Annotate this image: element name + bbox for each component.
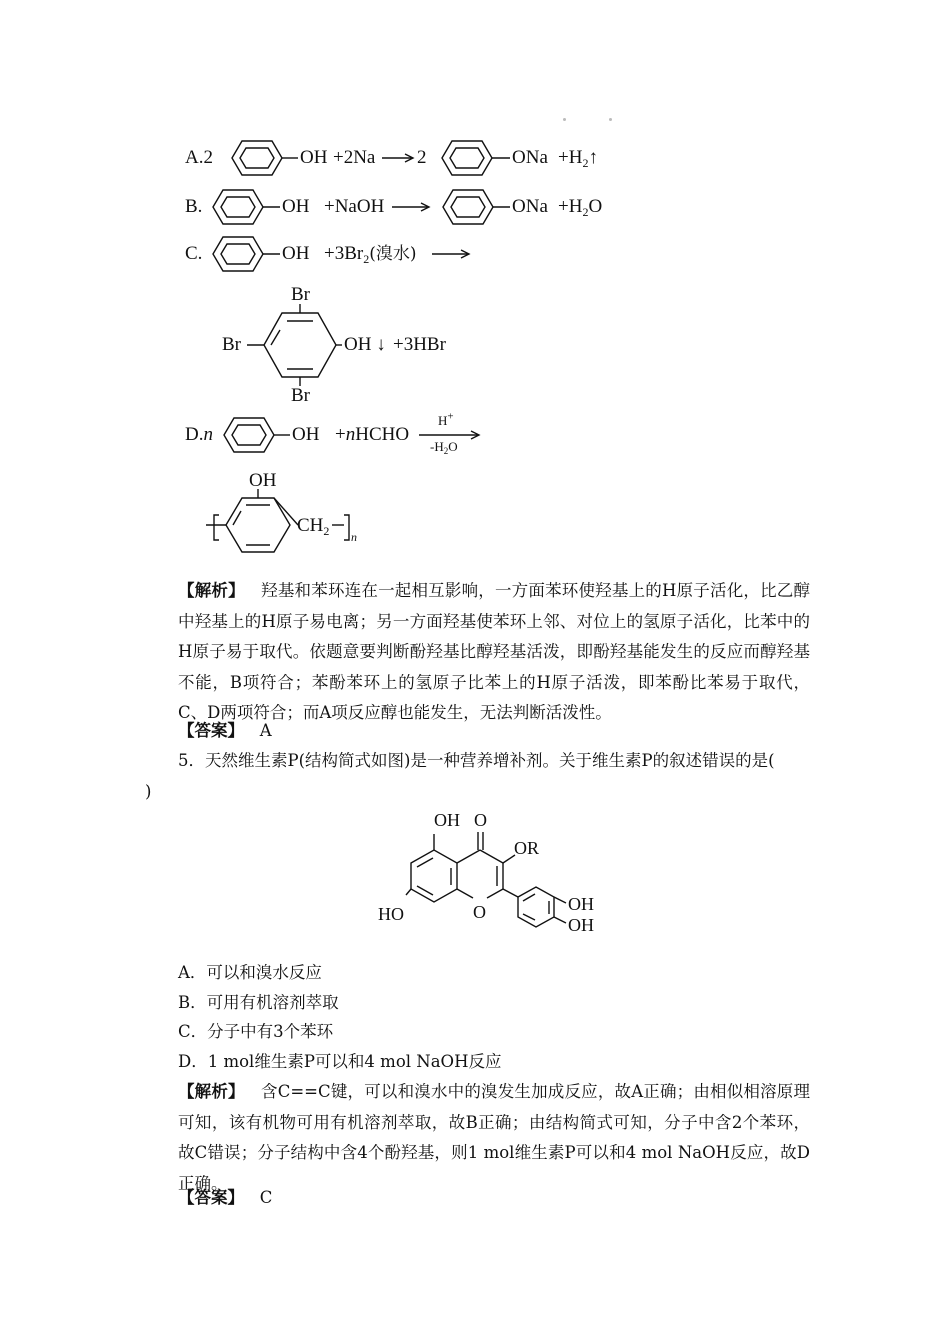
reaction-d-reagent: +nHCHO — [335, 424, 410, 445]
vp-oh-right1: OH — [568, 894, 594, 914]
reaction-a-coef2: 2 — [417, 147, 427, 168]
reaction-a-reagent: +2Na — [333, 147, 376, 168]
reaction-b-h2o: $+H_2O$ — [558, 196, 603, 219]
product-br-top: Br — [291, 284, 310, 305]
q4-analysis: 【解析】 羟基和苯环连在一起相互影响，一方面苯环使羟基上的H原子活化，比乙醇中羟基上的H原子易电离；另一方面羟基使苯环上邻、对位上的氢原子活化，比苯中的H原子易于取代。依题意要判断酚羟基比醇羟基活泼，即酚羟基能发生的反应而醇羟基不能，B项符合；苯酚苯环上的氢原子比苯上的H原子活泼，即苯酚比苯易于取代，C、D两项符合；而A项反应醇也能发生，无法判断活泼性。 — [178, 581, 810, 722]
reaction-c-oh: OH — [282, 243, 310, 264]
reaction-c-reagent: $+3Br_2$(溴水) — [324, 243, 417, 266]
product-oh: OH ↓ — [344, 334, 386, 355]
reaction-d-condition-top: H+ — [438, 410, 454, 428]
analysis-tag: 【解析】 — [178, 1082, 245, 1101]
product-hbr: +3HBr — [393, 334, 446, 355]
q5-option-b[interactable]: B．可用有机溶剂萃取 — [178, 993, 339, 1012]
q4-answer: 【答案】 A — [178, 721, 272, 740]
reaction-d-oh: OH — [292, 424, 320, 445]
vp-oh-top: OH — [434, 810, 460, 830]
product-br-left: Br — [222, 334, 241, 355]
reaction-b-ona: ONa — [512, 196, 548, 217]
vp-ring-o: O — [473, 902, 486, 922]
reaction-b-oh: OH — [282, 196, 310, 217]
polymer-ch2: $CH_2$ — [297, 515, 330, 538]
reaction-b-label: B. — [185, 196, 203, 217]
vp-or: OR — [514, 838, 540, 858]
reaction-a-ona: ONa — [512, 147, 548, 168]
reaction-a-h2: $+H_2↑$ — [558, 147, 598, 170]
reaction-d-condition-bottom: $-H_2O$ — [430, 439, 458, 456]
vp-carbonyl-o: O — [474, 810, 487, 830]
q5-answer: 【答案】 C — [178, 1188, 273, 1207]
reaction-a-label: A.2 — [185, 147, 213, 168]
reaction-a-oh: OH — [300, 147, 328, 168]
q5-option-d[interactable]: D．1 mol维生素P可以和4 mol NaOH反应 — [178, 1052, 502, 1071]
analysis-tag: 【解析】 — [178, 581, 245, 600]
polymer-n: n — [351, 530, 357, 544]
reaction-c-label: C. — [185, 243, 203, 264]
product-br-bottom: Br — [291, 385, 310, 406]
vp-ho-left: HO — [378, 904, 404, 924]
vp-oh-right2: OH — [568, 915, 594, 935]
reaction-b-reagent: +NaOH — [324, 196, 385, 217]
q5-option-c[interactable]: C．分子中有3个苯环 — [178, 1022, 334, 1041]
reaction-d-label: D.n — [185, 424, 213, 445]
polymer-oh: OH — [249, 470, 277, 491]
q5-option-a[interactable]: A．可以和溴水反应 — [178, 963, 322, 982]
q5-stem: 5．天然维生素P(结构简式如图)是一种营养增补剂。关于维生素P的叙述错误的是( ) — [145, 751, 775, 801]
q5-analysis: 【解析】 含C==C键，可以和溴水中的溴发生加成反应，故A正确；由相似相溶原理可知，该有机物可用有机溶剂萃取，故B正确；由结构简式可知，分子中含2个苯环，故C错误；分子结构中含4个酚羟基，则1 mol维生素P可以和4 mol NaOH反应，故D正确。 — [178, 1082, 810, 1193]
